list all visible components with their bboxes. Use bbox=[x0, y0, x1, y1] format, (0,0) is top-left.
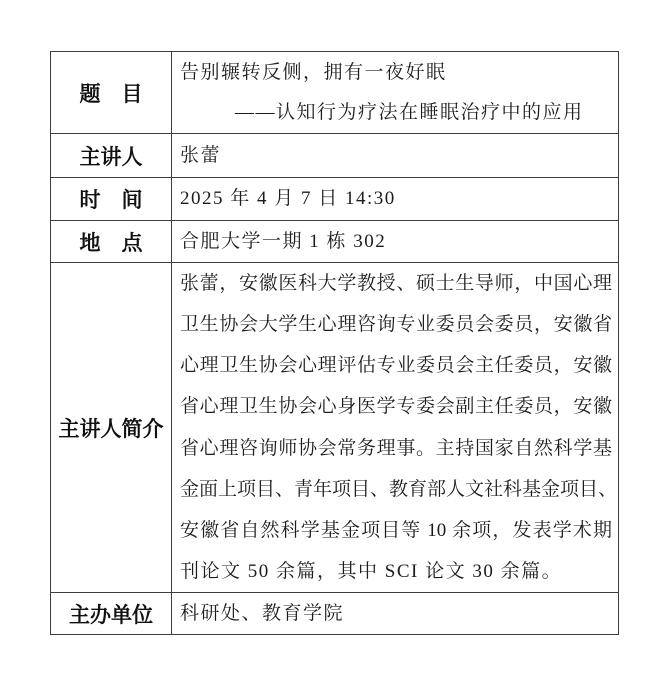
row-label-location: 地 点 bbox=[51, 221, 172, 262]
table-row-speaker bbox=[51, 134, 618, 178]
row-label-time: 时 间 bbox=[51, 178, 172, 220]
title-line-1: 告别辗转反侧，拥有一夜好眠 bbox=[180, 61, 447, 83]
bio-line: 省心理卫生协会心身医学专委会副主任委员，安徽 bbox=[180, 396, 612, 418]
table-row-bio bbox=[51, 263, 618, 593]
title-content-cell bbox=[172, 52, 618, 133]
row-label-title: 题 目 bbox=[51, 52, 172, 133]
bio-line: 金面上项目、青年项目、教育部人文社科基金项目、 bbox=[180, 478, 618, 500]
row-label-speaker: 主讲人 bbox=[51, 134, 172, 177]
table-row-location bbox=[51, 221, 618, 263]
bio-line: 卫生协会大学生心理咨询专业委员会委员，安徽省 bbox=[180, 314, 612, 336]
table-row-title bbox=[51, 52, 618, 134]
time-value: 2025 年 4 月 7 日 14:30 bbox=[180, 188, 396, 209]
organizer-content-cell bbox=[172, 593, 618, 634]
table-row-organizer bbox=[51, 593, 618, 634]
speaker-value: 张蕾 bbox=[180, 144, 222, 166]
organizer-value: 科研处、教育学院 bbox=[180, 602, 345, 624]
bio-line: 省心理咨询师协会常务理事。主持国家自然科学基 bbox=[180, 437, 612, 459]
row-label-organizer: 主办单位 bbox=[51, 593, 172, 634]
table-row-time bbox=[51, 178, 618, 221]
location-content-cell bbox=[172, 221, 618, 262]
time-content-cell bbox=[172, 178, 618, 220]
bio-line: 张蕾，安徽医科大学教授、硕士生导师，中国心理 bbox=[180, 273, 612, 295]
bio-line: 刊论文 50 余篇，其中 SCI 论文 30 余篇。 bbox=[180, 560, 563, 582]
speaker-content-cell bbox=[172, 134, 618, 177]
location-value: 合肥大学一期 1 栋 302 bbox=[180, 230, 387, 252]
bio-line: 心理卫生协会心理评估专业委员会主任委员，安徽 bbox=[180, 355, 612, 377]
bio-line: 安徽省自然科学基金项目等 10 余项，发表学术期 bbox=[180, 519, 612, 541]
row-label-bio: 主讲人简介 bbox=[51, 263, 172, 592]
title-line-2: ——认知行为疗法在睡眠治疗中的应用 bbox=[235, 101, 584, 123]
bio-content-cell bbox=[172, 263, 618, 592]
seminar-info-table bbox=[50, 51, 619, 635]
